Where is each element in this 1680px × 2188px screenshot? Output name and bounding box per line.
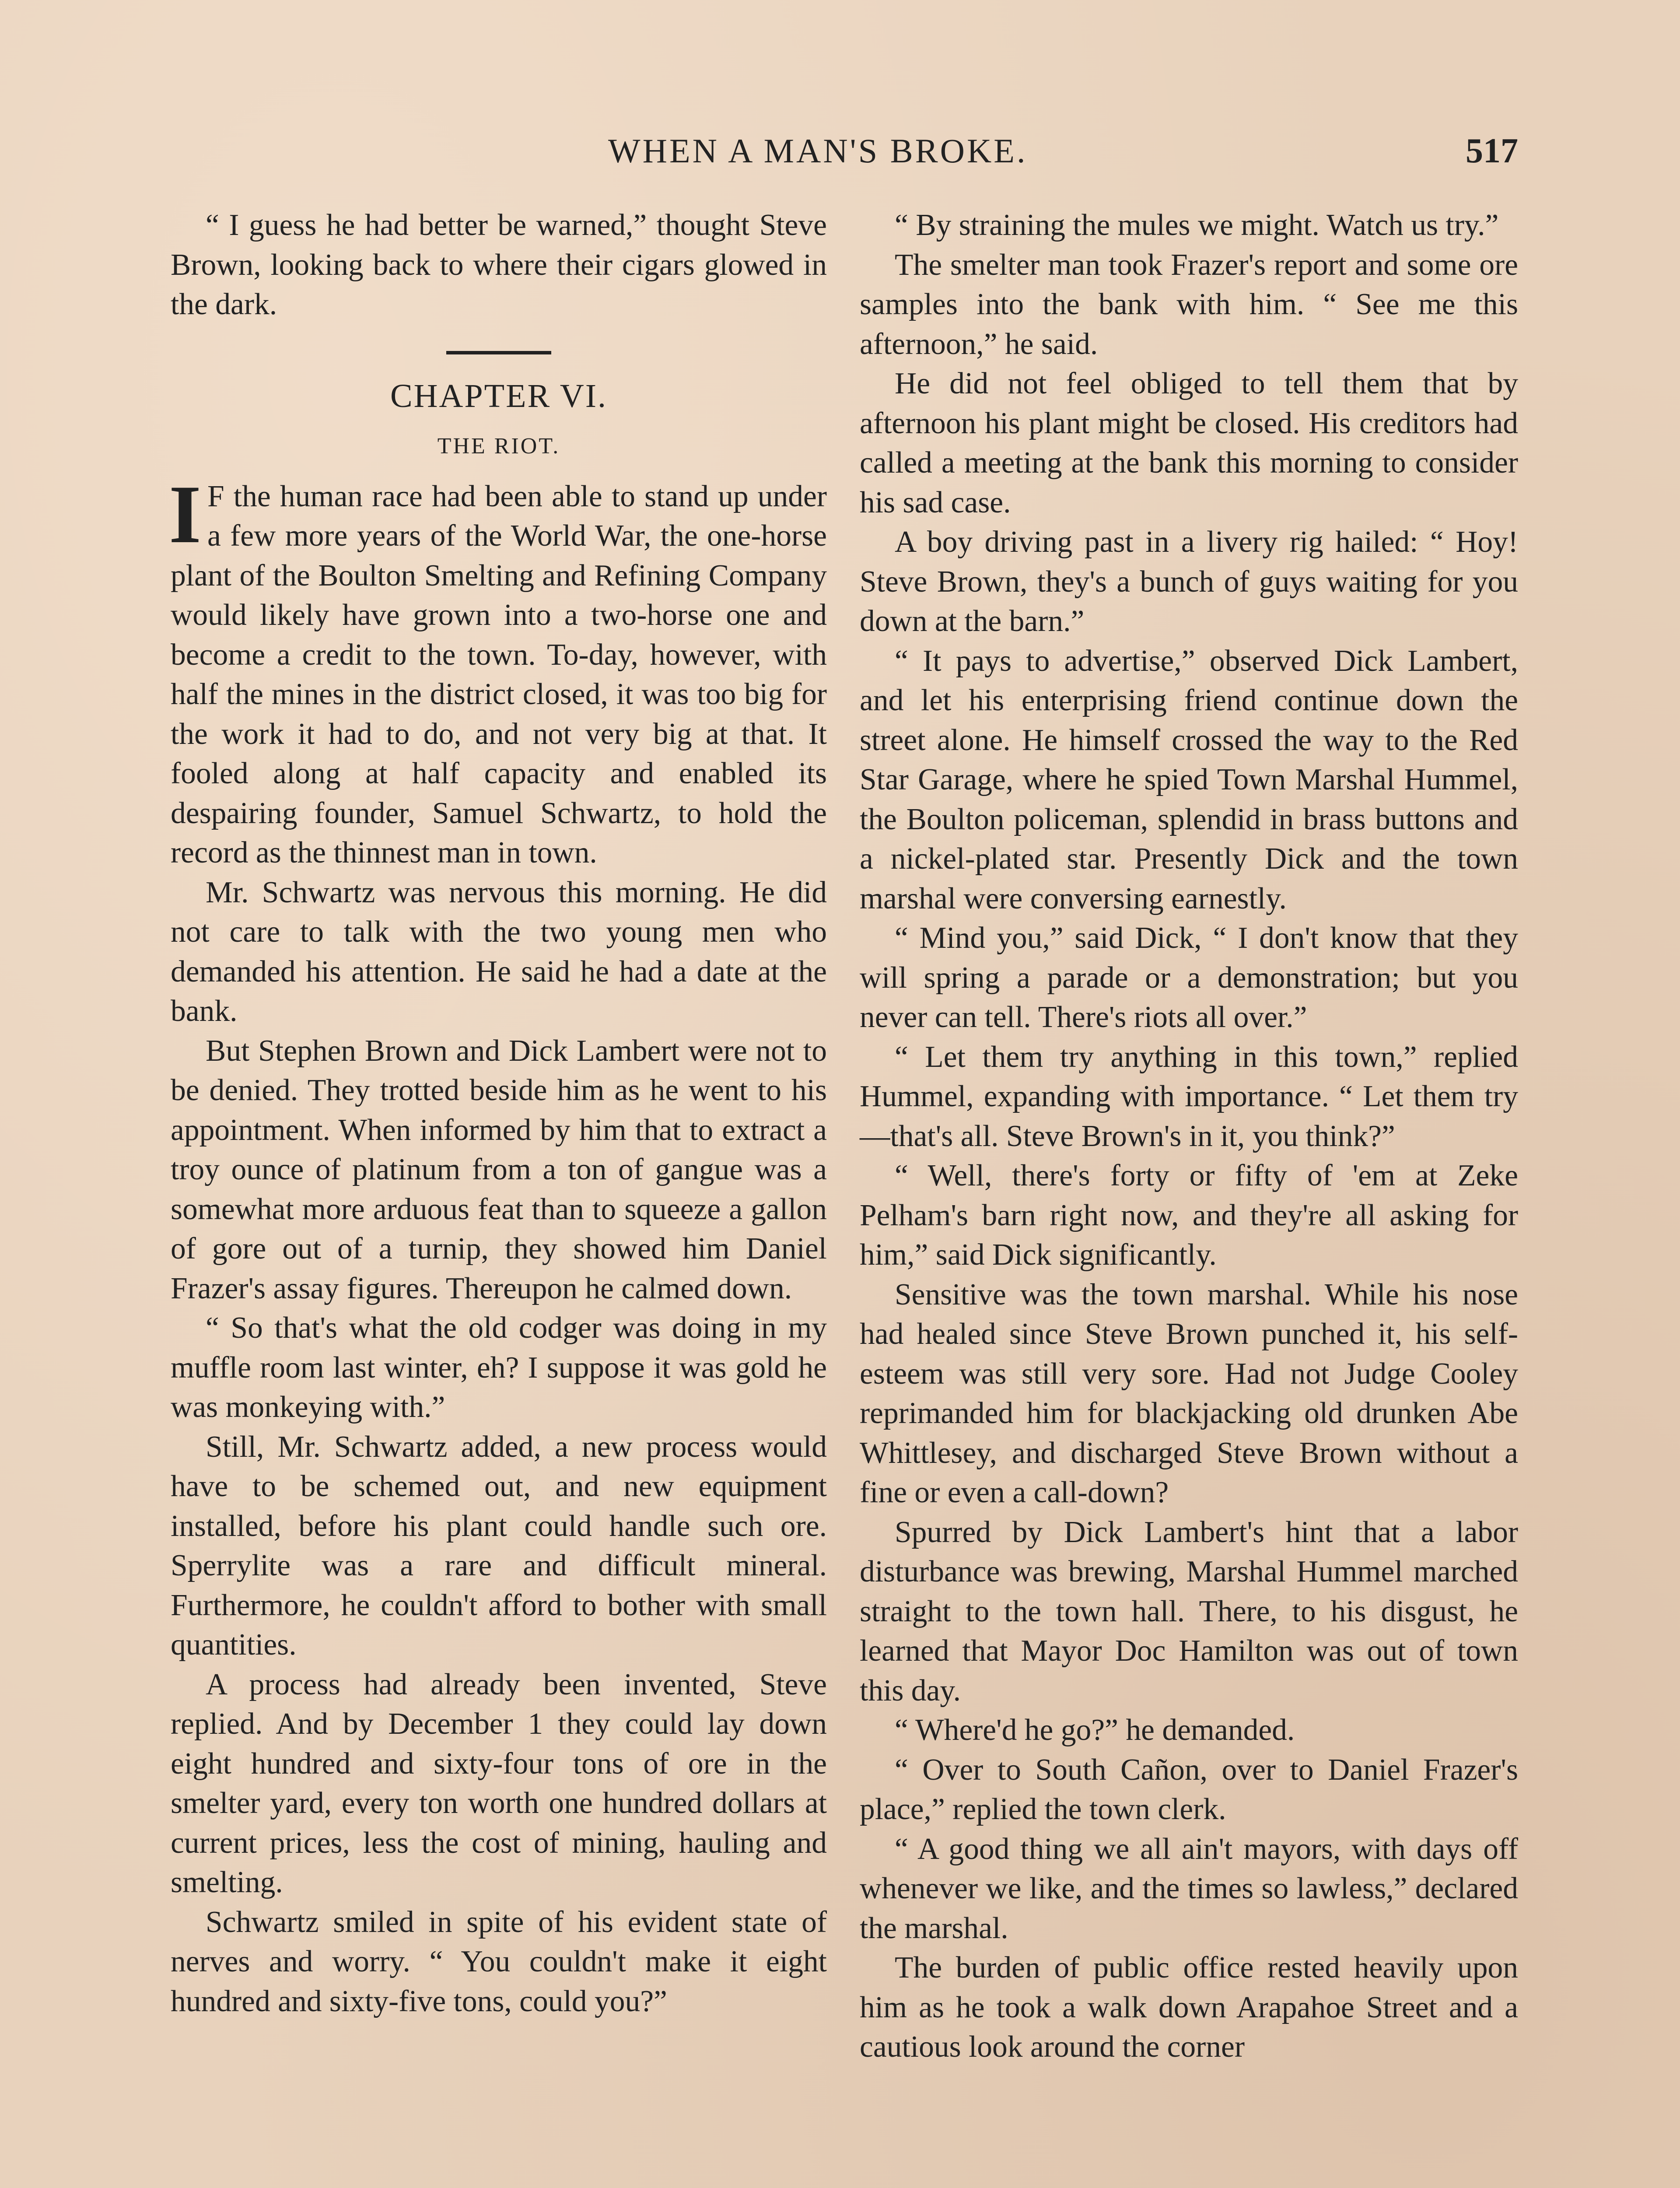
paragraph: “ So that's what the old codger was doing in my muffle room last winter, eh? I suppose it was gold he was monkeying with.” bbox=[171, 1311, 827, 1424]
paragraph: “ Mind you,” said Dick, “ I don't know that they will spring a parade or a demonstration; but you never can tell. There's riots all over.” bbox=[860, 921, 1518, 1034]
paragraph: “ I guess he had better be warned,” thought Steve Brown, looking back to where their cigars glowed in the dark. bbox=[171, 208, 827, 321]
paragraph: “ Let them try anything in this town,” replied Hummel, expanding with importance. “ Let them try—that's all. Steve Brown's in it, you think?” bbox=[860, 1040, 1518, 1153]
paragraph: The burden of public office rested heavily upon him as he took a walk down Arapahoe Street and a cautious look around the corner bbox=[860, 1951, 1518, 2064]
paragraph: “ By straining the mules we might. Watch us try.” bbox=[895, 208, 1499, 242]
paragraph: Spurred by Dick Lambert's hint that a labor disturbance was brewing, Marshal Hummel marched straight to the town hall. There, to his disgust, he learned that Mayor Doc Hamilton was out of town this day. bbox=[860, 1515, 1518, 1708]
section-divider bbox=[446, 351, 551, 354]
left-column bbox=[171, 206, 827, 2021]
drop-cap: I bbox=[169, 468, 201, 561]
paragraph: “ A good thing we all ain't mayors, with days off whenever we like, and the times so lawless,” declared the marshal. bbox=[860, 1832, 1518, 1945]
opening-paragraph bbox=[169, 468, 827, 873]
paragraph: “ Well, there's forty or fifty of 'em at Zeke Pelham's barn right now, and they're all asking for him,” said Dick significantly. bbox=[860, 1159, 1518, 1272]
paragraph: Mr. Schwartz was nervous this morning. He did not care to talk with the two young men who demanded his attention. He said he had a date at the bank. bbox=[171, 875, 827, 1028]
paragraph: Schwartz smiled in spite of his evident state of nerves and worry. “ You couldn't make it eight hundred and sixty-five tons, could you?” bbox=[171, 1905, 827, 2018]
paragraph: Still, Mr. Schwartz added, a new process would have to be schemed out, and new equipment installed, before his plant could handle such ore. Sperrylite was a rare and difficult mineral. Furthermore, he couldn't afford to bother with small quantities. bbox=[171, 1430, 827, 1662]
paragraph: “ Over to South Cañon, over to Daniel Frazer's place,” replied the town clerk. bbox=[860, 1753, 1518, 1826]
opening-paragraph-text: F the human race had been able to stand up under a few more years of the World War, the one-horse plant of the Boulton Smelting and Refining Company would likely have grown into a two-horse one and become a credit to the town. To-day, however, with half the mines in the district closed, it was too big for the work it had to do, and not very big at that. It fooled along at half capacity and enabled its despairing founder, Samuel Schwartz, to hold the record as the thinnest man in town. bbox=[171, 479, 827, 870]
right-column bbox=[860, 206, 1518, 2067]
chapter-title: CHAPTER VI. bbox=[390, 377, 608, 414]
paragraph: The smelter man took Frazer's report and some ore samples into the bank with him. “ See me this afternoon,” he said. bbox=[860, 248, 1518, 361]
paragraph: “ Where'd he go?” he demanded. bbox=[895, 1713, 1295, 1747]
page-header bbox=[166, 131, 1518, 184]
paragraph: Sensitive was the town marshal. While his nose had healed since Steve Brown punched it, his self-esteem was still very sore. Had not Judge Cooley reprimanded him for blackjacking old drunken Abe Whittlesey, and discharged Steve Brown without a fine or even a call-down? bbox=[860, 1277, 1518, 1509]
running-title: WHEN A MAN'S BROKE. bbox=[608, 132, 1028, 170]
paragraph: He did not feel obliged to tell them that by afternoon his plant might be closed. His creditors had called a meeting at the bank this morning to consider his sad case. bbox=[860, 367, 1518, 519]
paragraph: “ It pays to advertise,” observed Dick Lambert, and let his enterprising friend continue down the street alone. He himself crossed the way to the Red Star Garage, where he spied Town Marshal Hummel, the Boulton policeman, splendid in brass buttons and a nickel-plated star. Presently Dick and the town marshal were conversing earnestly. bbox=[860, 644, 1518, 915]
paragraph: A boy driving past in a livery rig hailed: “ Hoy! Steve Brown, they's a bunch of guys waiting for you down at the barn.” bbox=[860, 525, 1518, 638]
paragraph: A process had already been invented, Steve replied. And by December 1 they could lay down eight hundred and sixty-four tons of ore in the smelter yard, every ton worth one hundred dollars at current prices, less the cost of mining, hauling and smelting. bbox=[171, 1667, 827, 1899]
page-number: 517 bbox=[1466, 132, 1518, 170]
chapter-subtitle: THE RIOT. bbox=[437, 433, 560, 459]
paragraph: But Stephen Brown and Dick Lambert were not to be denied. They trotted beside him as he went to his appointment. When informed by him that to extract a troy ounce of platinum from a ton of gangue was a somewhat more arduous feat than to squeeze a gallon of gore out of a turnip, they showed him Daniel Frazer's assay figures. Thereupon he calmed down. bbox=[171, 1034, 827, 1305]
